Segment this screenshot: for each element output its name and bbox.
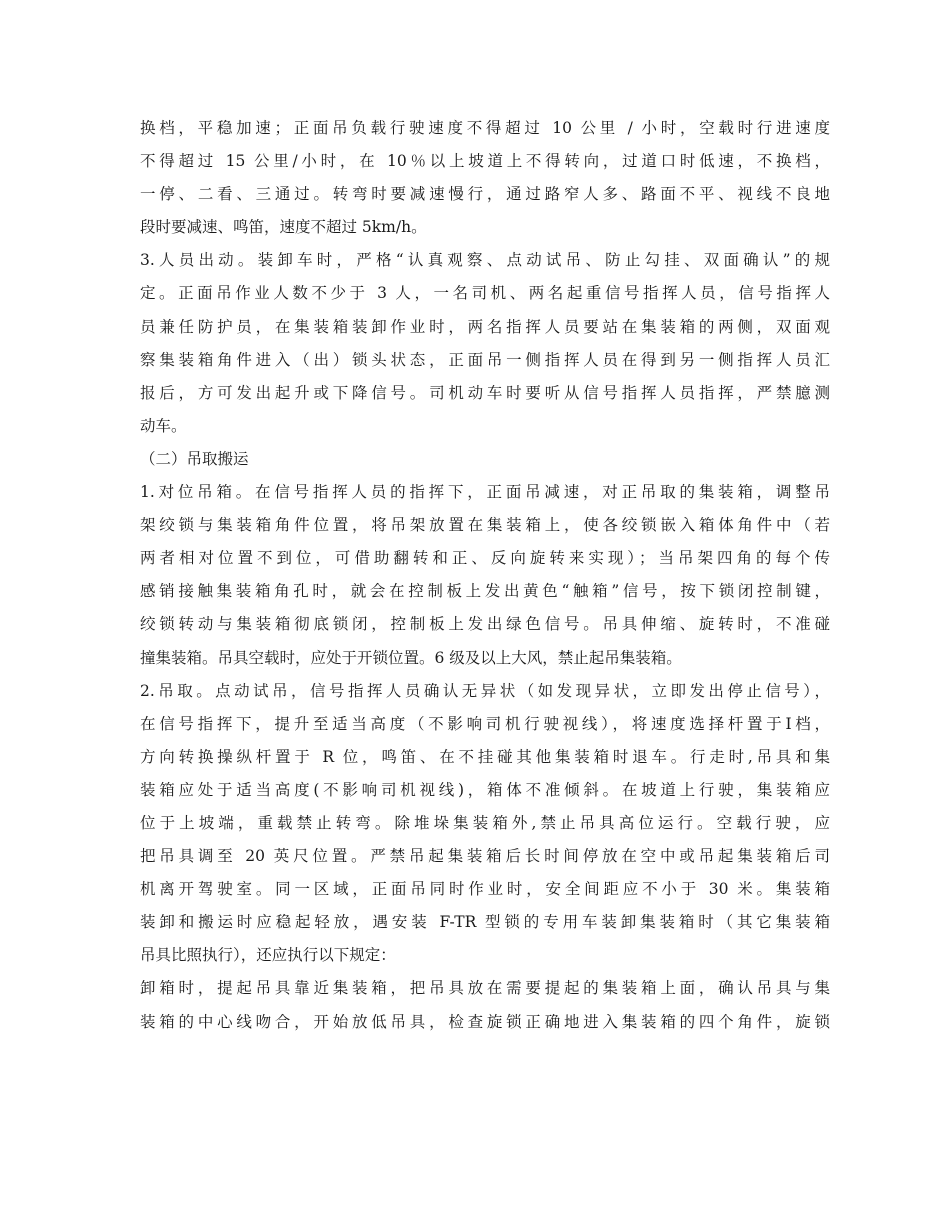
text-line: 装箱的中心线吻合，开始放低吊具，检查旋锁正确地进入集装箱的四个角件，旋锁 [140, 1012, 830, 1031]
text-line: 察集装箱角件进入（出）锁头状态，正面吊一侧指挥人员在得到另一侧指挥人员汇 [140, 350, 830, 369]
document-page [140, 112, 830, 1039]
text-line: 把吊具调至 20 英尺位置。严禁吊起集装箱后长时间停放在空中或吊起集装箱后司 [140, 847, 830, 866]
text-line: 卸箱时，提起吊具靠近集装箱，把吊具放在需要提起的集装箱上面，确认吊具与集 [140, 979, 830, 998]
text-line: 方向转换操纵杆置于 R 位，鸣笛、在不挂碰其他集装箱时退车。行走时,吊具和集 [140, 747, 830, 766]
text-line: 换档，平稳加速；正面吊负载行驶速度不得超过 10 公里 / 小时，空载时行进速度 [140, 119, 830, 137]
text-line: 定。正面吊作业人数不少于 3 人，一名司机、两名起重信号指挥人员，信号指挥人 [140, 284, 830, 303]
paragraph-last-line: 撞集装箱。吊具空载时，应处于开锁位置。6 级及以上大风，禁止起吊集装箱。 [140, 648, 682, 667]
text-line: 机离开驾驶室。同一区域，正面吊同时作业时，安全间距应不小于 30 米。集装箱 [140, 880, 830, 899]
text-line: 不得超过 15 公里/小时，在 10％以上坡道上不得转向，过道口时低速，不换档， [140, 152, 830, 171]
text-line: 位于上坡端，重载禁止转弯。除堆垛集装箱外,禁止吊具高位运行。空载行驶，应 [140, 813, 830, 832]
text-line: 架绞锁与集装箱角件位置，将吊架放置在集装箱上，使各绞锁嵌入箱体角件中（若 [140, 516, 830, 535]
text-line: 装卸和搬运时应稳起轻放，遇安装 F-TR 型锁的专用车装卸集装箱时（其它集装箱 [140, 913, 830, 932]
section-heading: （二）吊取搬运 [140, 449, 249, 468]
text-line: 一停、二看、三通过。转弯时要减速慢行，通过路窄人多、路面不平、视线不良地 [140, 185, 830, 204]
text-line: 感销接触集装箱角孔时，就会在控制板上发出黄色“触箱”信号，按下锁闭控制键， [140, 582, 830, 601]
text-line: 1.对位吊箱。在信号指挥人员的指挥下，正面吊减速，对正吊取的集装箱，调整吊 [140, 483, 830, 502]
text-line: 在信号指挥下，提升至适当高度（不影响司机行驶视线），将速度选择杆置于Ⅰ档， [140, 714, 830, 733]
text-line: 装箱应处于适当高度(不影响司机视线)，箱体不准倾斜。在坡道上行驶，集装箱应 [140, 780, 830, 799]
paragraph-last-line: 段时要减速、鸣笛，速度不超过 5km/h。 [140, 218, 427, 237]
text-line: 2.吊取。点动试吊，信号指挥人员确认无异状（如发现异状，立即发出停止信号）， [140, 681, 830, 700]
text-line: 员兼任防护员，在集装箱装卸作业时，两名指挥人员要站在集装箱的两侧，双面观 [140, 317, 830, 336]
text-line: 绞锁转动与集装箱彻底锁闭，控制板上发出绿色信号。吊具伸缩、旋转时，不准碰 [140, 615, 830, 634]
text-line: 3.人员出动。装卸车时，严格“认真观察、点动试吊、防止勾挂、双面确认”的规 [140, 251, 830, 270]
text-line: 报后，方可发出起升或下降信号。司机动车时要听从信号指挥人员指挥，严禁臆测 [140, 383, 830, 402]
paragraph-last-line: 动车。 [140, 416, 187, 435]
text-line: 两者相对位置不到位，可借助翻转和正、反向旋转来实现）；当吊架四角的每个传 [140, 549, 830, 568]
paragraph-last-line: 吊具比照执行），还应执行以下规定： [140, 946, 396, 965]
